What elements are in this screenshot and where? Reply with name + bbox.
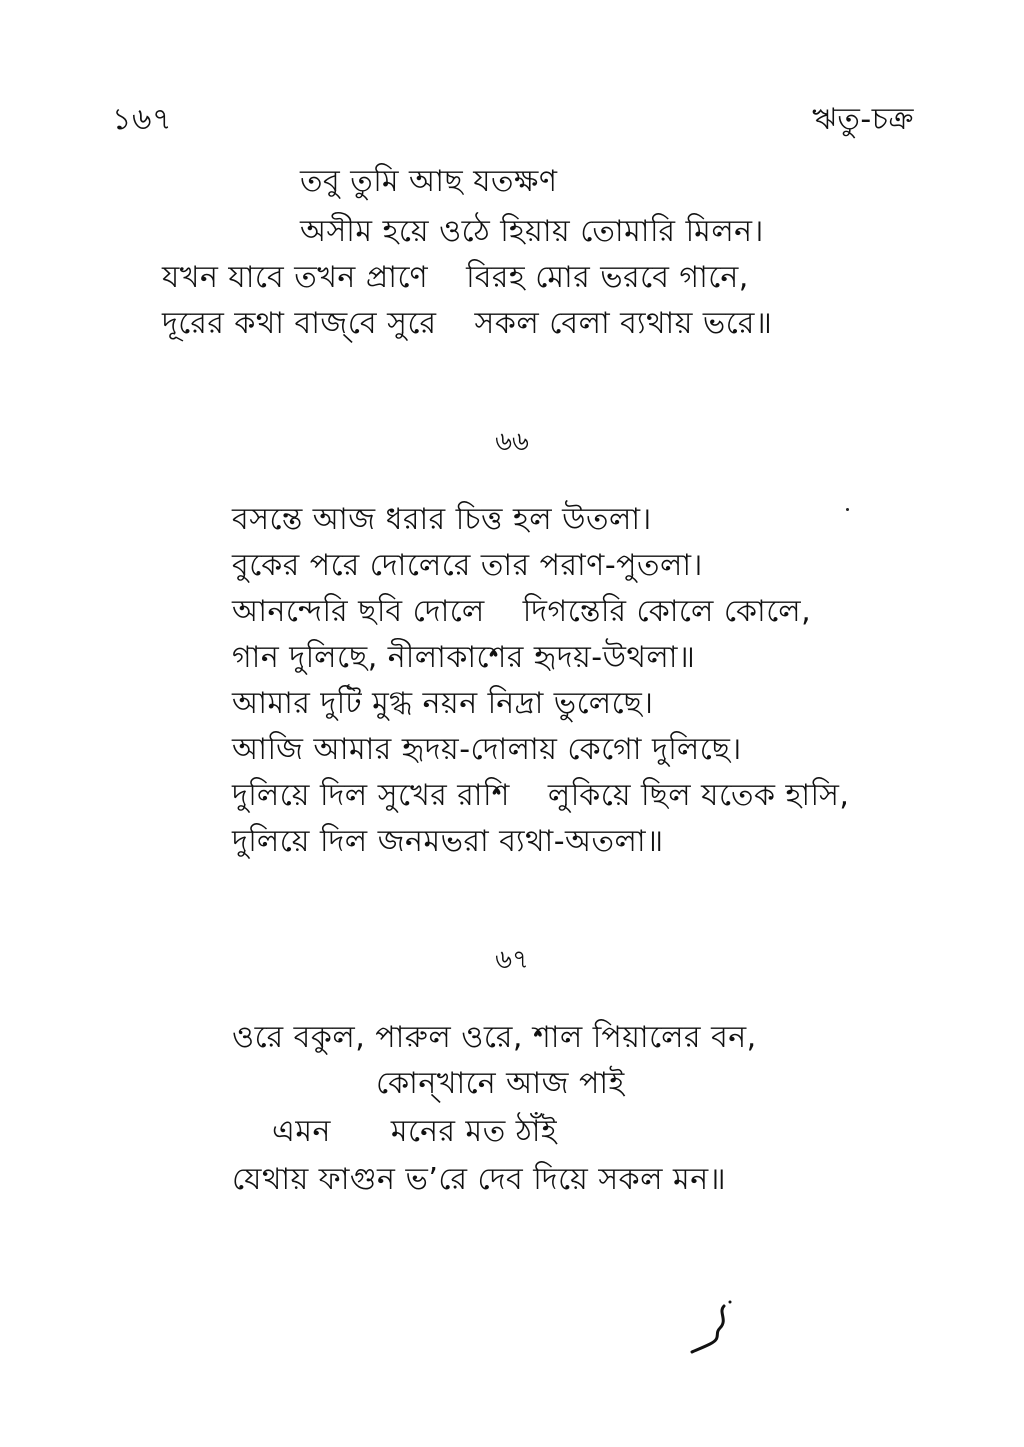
verse-line: বুকের পরে দোলেরে তার পরাণ-পুতলা। [232,548,703,583]
song-number: ৬৬ [495,427,529,457]
verse-line: যেথায় ফাগুন ভ’রে দেব দিয়ে সকল মন॥ [232,1162,727,1197]
verse-half: মনের মত ঠাঁই [390,1114,558,1149]
song-number: ৬৭ [495,945,529,975]
verse-line [232,592,811,632]
scan-speck [846,508,849,511]
verse-half: আনন্দেরি ছবি দোলে [232,594,485,629]
verse-half: দূরের কথা বাজ্‌বে সুরে [162,306,437,341]
verse-line: আজি আমার হৃদয়-দোলায় কেগো দুলিছে। [232,732,742,767]
verse-half: যখন যাবে তখন প্রাণে [162,260,429,295]
running-title: ঋতু-চক্র [812,102,914,137]
verse-line: অসীম হয়ে ওঠে হিয়ায় তোমারি মিলন। [300,214,764,249]
verse-line [272,1112,557,1152]
verse-half: এমন [272,1114,331,1149]
verse-line: গান দুলিছে, নীলাকাশের হৃদয়-উথলা॥ [232,640,696,675]
verse-half: দিগন্তেরি কোলে কোলে, [522,594,812,629]
verse-line: কোন্‌খানে আজ পাই [376,1066,625,1101]
verse-half: সকল বেলা ব্যথায় ভরে॥ [474,306,773,341]
verse-line: দুলিয়ে দিল জনমভরা ব্যথা-অতলা॥ [232,824,664,859]
verse-half: লুকিয়ে ছিল যতেক হাসি, [547,778,850,813]
verse-line: আমার দুটি মুগ্ধ নয়ন নিদ্রা ভুলেছে। [232,686,654,721]
verse-half: দুলিয়ে দিল সুখের রাশি [232,778,510,813]
ink-mark-icon [688,1298,738,1358]
page-number: ১৬৭ [112,102,172,137]
verse-line [162,258,749,298]
verse-line: বসন্তে আজ ধরার চিত্ত হল উতলা। [232,502,652,537]
verse-line: ওরে বকুল, পারুল ওরে, শাল পিয়ালের বন, [232,1020,757,1055]
verse-half: বিরহ মোর ভরবে গানে, [466,260,749,295]
verse-line [162,304,772,344]
verse-line [232,776,849,816]
verse-line: তবু তুমি আছ যতক্ষণ [300,164,558,199]
